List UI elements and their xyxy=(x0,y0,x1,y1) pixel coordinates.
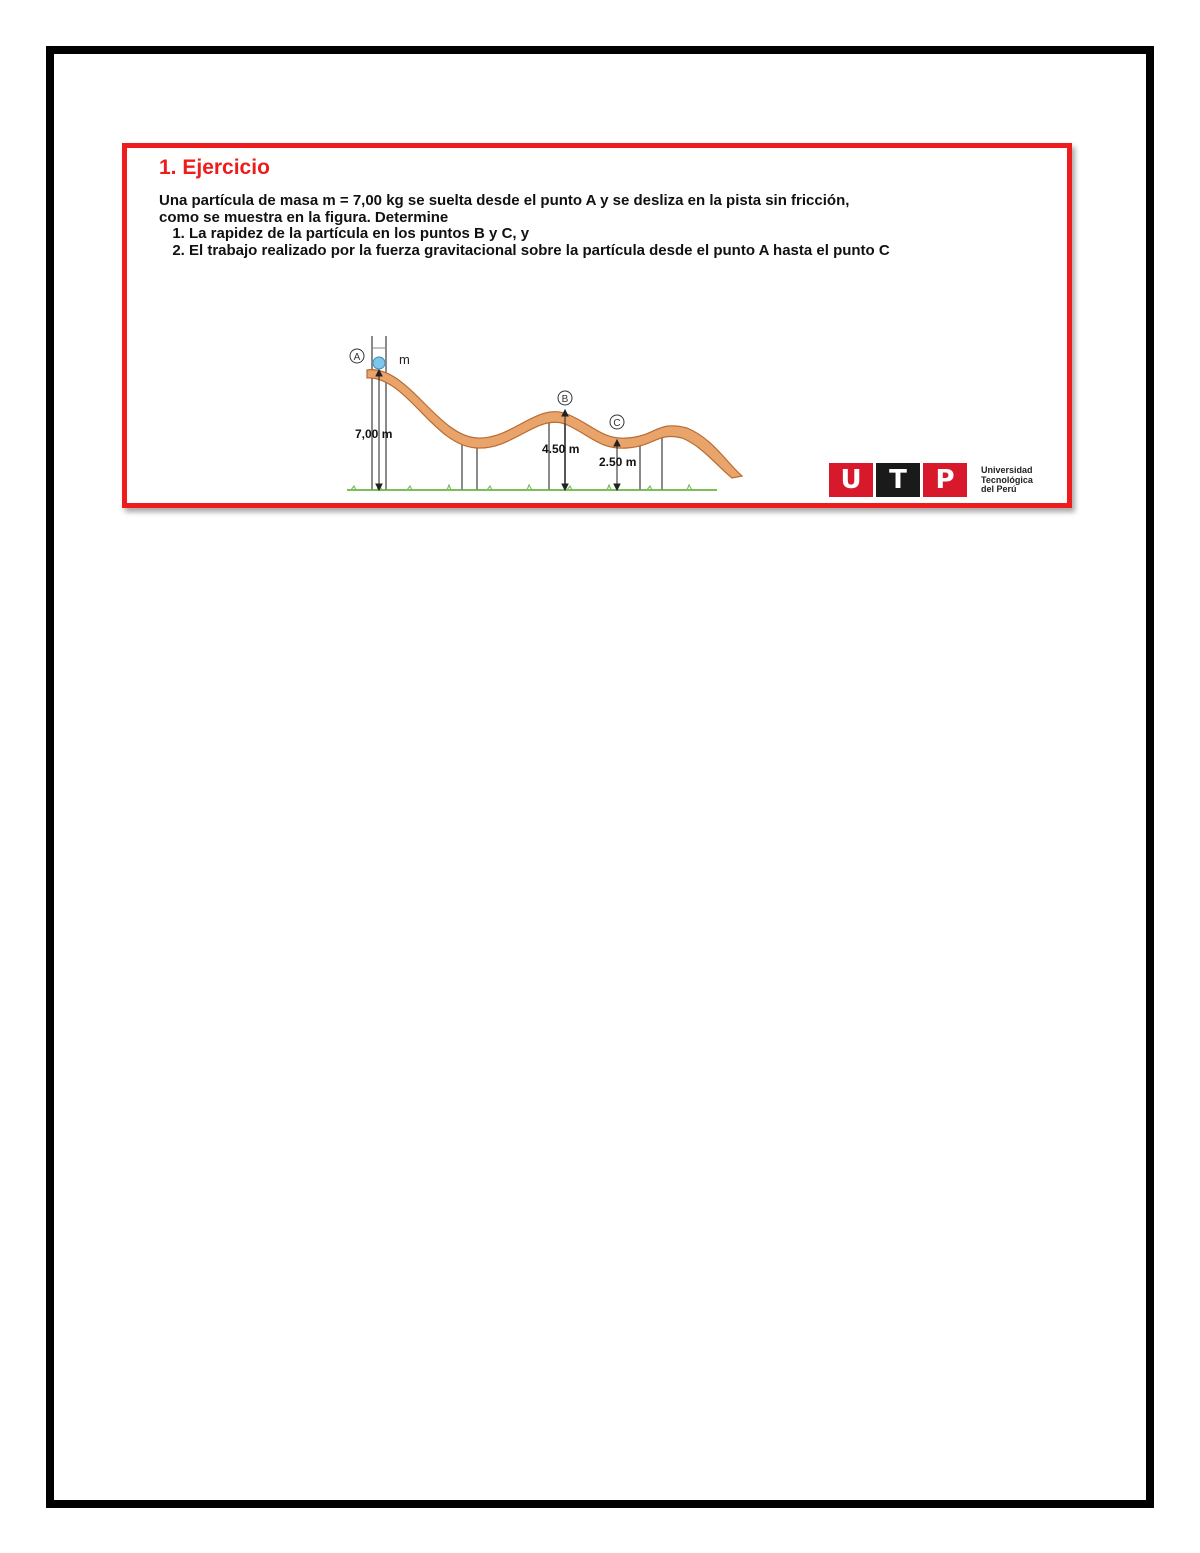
point-b-label: B xyxy=(561,394,569,405)
task-item-1: 1. La rapidez de la partícula en los puntos B y C, y xyxy=(189,226,1059,243)
statement-line-1: Una partícula de masa m = 7,00 kg se suelta desde el punto A y se desliza en la pista sin fricción, xyxy=(159,192,850,209)
logo-line-3: del Perú xyxy=(981,484,1017,494)
logo-line-2: Tecnológica xyxy=(981,474,1033,485)
height-b-label: 4.50 m xyxy=(542,442,580,456)
statement-line-2: como se muestra en la figura. Determine xyxy=(159,208,449,226)
logo-line-1: Universidad xyxy=(981,465,1033,475)
exercise-title: 1. Ejercicio xyxy=(159,156,270,179)
height-c-label: 2.50 m xyxy=(599,455,637,469)
point-b-marker xyxy=(558,391,572,405)
logo-letter-u: U xyxy=(829,463,873,497)
utp-logo xyxy=(829,463,1049,497)
task-item-2: 2. El trabajo realizado por la fuerza gravitacional sobre la partícula desde el punto A hasta el punto C xyxy=(189,243,1059,260)
point-c-marker xyxy=(610,415,624,429)
exercise-statement xyxy=(159,193,1059,259)
height-a-label: 7,00 m xyxy=(355,427,393,441)
point-a-label: A xyxy=(353,352,361,363)
logo-letter-t: T xyxy=(876,463,920,497)
track-diagram xyxy=(337,328,757,498)
logo-letter-p: P xyxy=(923,463,967,497)
particle-ball xyxy=(373,357,385,369)
exercise-card xyxy=(122,143,1072,508)
task-list xyxy=(159,226,1059,259)
point-c-label: C xyxy=(613,418,621,429)
logo-university-name xyxy=(981,466,1033,495)
point-a-marker xyxy=(350,349,364,363)
track-ribbon xyxy=(367,370,742,478)
mass-label: m xyxy=(399,352,410,367)
